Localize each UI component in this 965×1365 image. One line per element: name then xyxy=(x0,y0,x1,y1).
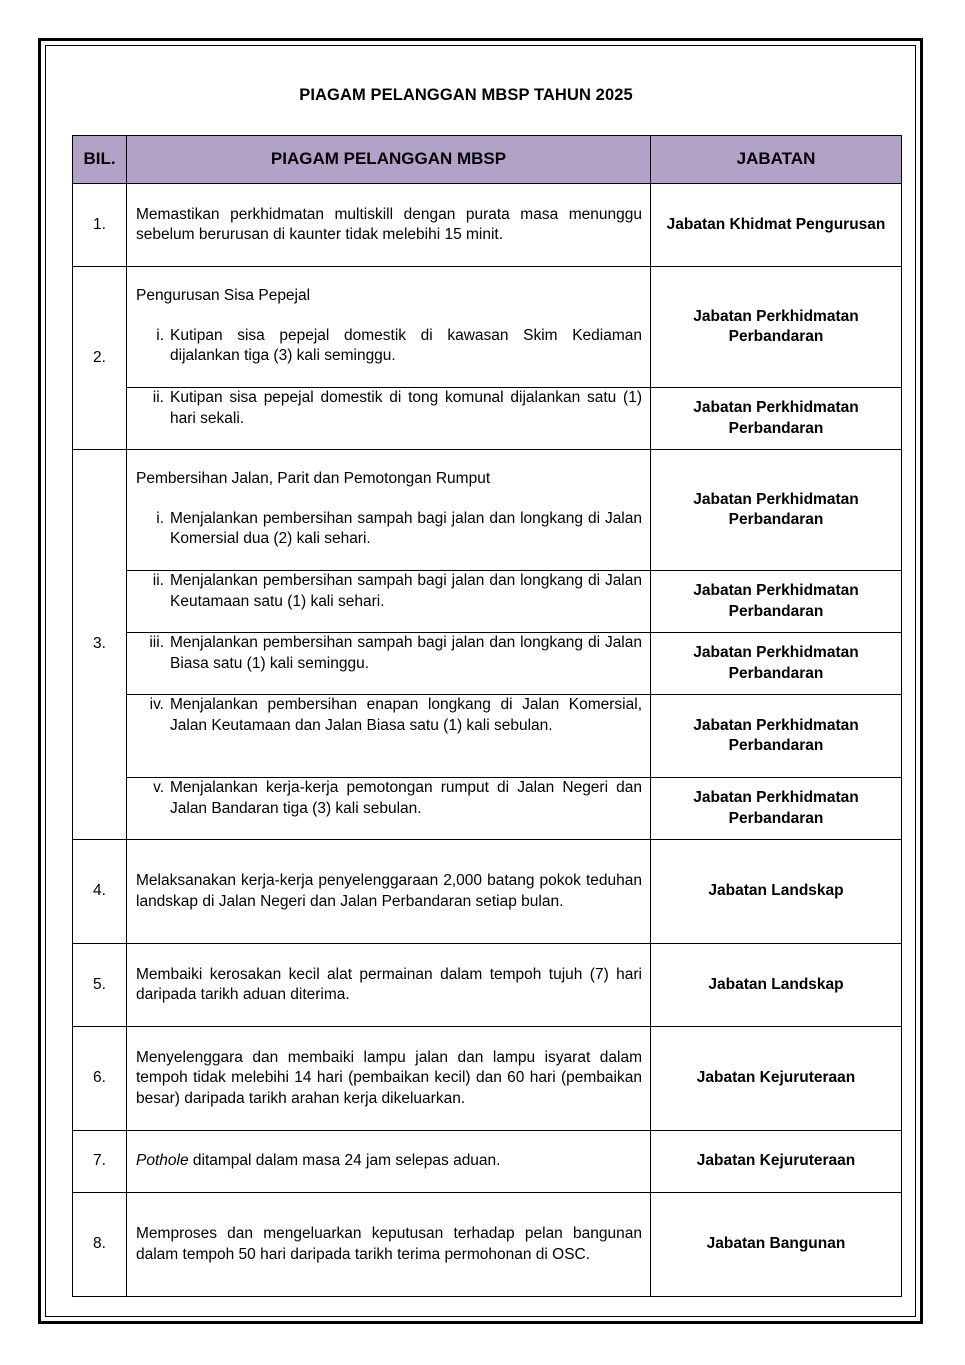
table-row xyxy=(73,778,902,840)
item-text: Kutipan sisa pepejal domestik di kawasan Skim Kediaman dijalankan tiga (3) kali seminggu. xyxy=(170,326,642,364)
charter-text xyxy=(127,450,651,571)
header-dept: JABATAN xyxy=(651,136,902,184)
row-number: 5. xyxy=(73,944,127,1027)
list-item xyxy=(136,571,642,612)
charter-text: Menyelenggara dan membaiki lampu jalan dan lampu isyarat dalam tempoh tidak melebihi 14 hari (pembaikan kecil) dan 60 hari (pembaikan besar) daripada tarikh arahan kerja dikeluarkan. xyxy=(127,1027,651,1131)
item-number: i. xyxy=(156,509,164,527)
table-row xyxy=(73,1027,902,1131)
item-number: v. xyxy=(153,779,164,796)
charter-text xyxy=(127,267,651,388)
list-item xyxy=(136,778,642,819)
department: Jabatan Landskap xyxy=(651,944,902,1027)
item-number: ii. xyxy=(152,389,164,406)
item-text: Menjalankan pembersihan sampah bagi jalan dan longkang di Jalan Komersial dua (2) kali sehari. xyxy=(170,509,642,547)
document-title: PIAGAM PELANGGAN MBSP TAHUN 2025 xyxy=(299,86,633,104)
row-number: 1. xyxy=(73,184,127,267)
table-row xyxy=(73,840,902,944)
department: Jabatan Landskap xyxy=(651,840,902,944)
item-text: Menjalankan pembersihan sampah bagi jalan dan longkang di Jalan Biasa satu (1) kali seminggu. xyxy=(170,634,642,672)
table-row xyxy=(73,1131,902,1193)
list-item xyxy=(136,633,642,674)
item-number: ii. xyxy=(152,572,164,589)
table-row xyxy=(73,450,902,571)
table-header-row xyxy=(73,136,902,184)
list-item xyxy=(136,695,642,736)
department: Jabatan Kejuruteraan xyxy=(651,1131,902,1193)
table-row xyxy=(73,695,902,778)
charter-text xyxy=(127,388,651,450)
row-number: 7. xyxy=(73,1131,127,1193)
charter-text: Memproses dan mengeluarkan keputusan terhadap pelan bangunan dalam tempoh 50 hari daripada tarikh terima permohonan di OSC. xyxy=(127,1193,651,1297)
item-number: iv. xyxy=(149,696,164,713)
item-text: Kutipan sisa pepejal domestik di tong komunal dijalankan satu (1) hari sekali. xyxy=(170,389,642,427)
header-charter: PIAGAM PELANGGAN MBSP xyxy=(127,136,651,184)
department: Jabatan Bangunan xyxy=(651,1193,902,1297)
row-number: 8. xyxy=(73,1193,127,1297)
department: Jabatan Perkhidmatan Perbandaran xyxy=(651,633,902,695)
charter-table xyxy=(72,135,902,1297)
department: Jabatan Khidmat Pengurusan xyxy=(651,184,902,267)
charter-text-rest: ditampal dalam masa 24 jam selepas aduan. xyxy=(188,1152,501,1170)
charter-text: Melaksanakan kerja-kerja penyelenggaraan 2,000 batang pokok teduhan landskap di Jalan Negeri dan Jalan Perbandaran setiap bulan. xyxy=(127,840,651,944)
charter-text xyxy=(127,633,651,695)
list-item xyxy=(136,388,642,429)
charter-text xyxy=(127,1131,651,1193)
table-row xyxy=(73,267,902,388)
item-number: iii. xyxy=(149,634,164,651)
charter-text: Membaiki kerosakan kecil alat permainan dalam tempoh tujuh (7) hari daripada tarikh aduan diterima. xyxy=(127,944,651,1027)
row-number: 4. xyxy=(73,840,127,944)
department: Jabatan Perkhidmatan Perbandaran xyxy=(651,267,902,388)
header-bil: BIL. xyxy=(73,136,127,184)
table-row xyxy=(73,388,902,450)
department: Jabatan Perkhidmatan Perbandaran xyxy=(651,778,902,840)
table-row xyxy=(73,571,902,633)
list-item xyxy=(136,509,642,550)
italic-term: Pothole xyxy=(136,1152,189,1170)
item-number: i. xyxy=(156,326,164,344)
item-text: Menjalankan pembersihan enapan longkang di Jalan Komersial, Jalan Keutamaan dan Jalan Biasa satu (1) kali sebulan. xyxy=(170,696,642,734)
department: Jabatan Perkhidmatan Perbandaran xyxy=(651,695,902,778)
department: Jabatan Perkhidmatan Perbandaran xyxy=(651,571,902,633)
charter-text xyxy=(127,695,651,778)
list-item xyxy=(136,326,642,367)
row-number: 2. xyxy=(73,267,127,450)
table-row xyxy=(73,1193,902,1297)
item-text: Menjalankan kerja-kerja pemotongan rumput di Jalan Negeri dan Jalan Bandaran tiga (3) kali sebulan. xyxy=(170,779,642,817)
section-heading: Pengurusan Sisa Pepejal xyxy=(136,287,311,304)
table-row xyxy=(73,633,902,695)
item-text: Menjalankan pembersihan sampah bagi jalan dan longkang di Jalan Keutamaan satu (1) kali sehari. xyxy=(170,572,642,610)
department: Jabatan Perkhidmatan Perbandaran xyxy=(651,450,902,571)
department: Jabatan Perkhidmatan Perbandaran xyxy=(651,388,902,450)
section-heading: Pembersihan Jalan, Parit dan Pemotongan Rumput xyxy=(136,470,491,487)
row-number: 6. xyxy=(73,1027,127,1131)
row-number: 3. xyxy=(73,450,127,840)
charter-text xyxy=(127,571,651,633)
department: Jabatan Kejuruteraan xyxy=(651,1027,902,1131)
charter-text: Memastikan perkhidmatan multiskill dengan purata masa menunggu sebelum berurusan di kaunter tidak melebihi 15 minit. xyxy=(127,184,651,267)
charter-text xyxy=(127,778,651,840)
table-row xyxy=(73,184,902,267)
table-row xyxy=(73,944,902,1027)
